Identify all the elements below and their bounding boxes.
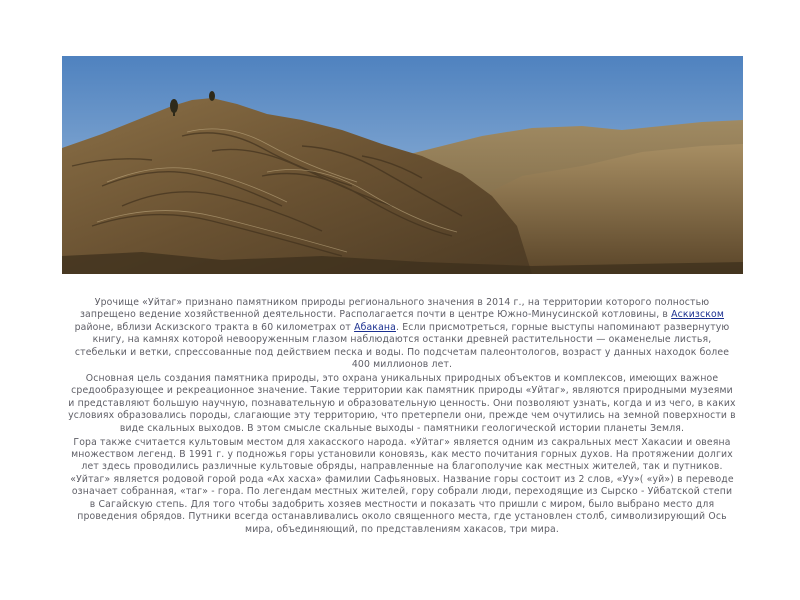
article-text — [68, 297, 736, 538]
mountain-photo — [62, 56, 743, 274]
paragraph-location — [68, 297, 736, 371]
paragraph-legends: Гора также считается культовым местом для хакасского народа. «Уйтаг» является одним из сакральных мест Хакасии и овеяна множеством легенд. В 1991 г. у подножья горы установили коновязь, как место почитания горных духов. На протяжении долгих лет здесь проводились различные культовые обряды, направленные на благополучие как местных жителей, так и путников. «Уйтаг» является родовой горой рода «Ах хасха» фамилии Сафьяновых. Название горы состоит из 2 слов, «Уу»( «уй») в переводе означает собранная, «таг» - гора. По легендам местных жителей, гору собрали люди, переходящие из Сырско - Уйбатской степи в Сагайскую степь. Для того чтобы задобрить хозяев местности и показать что пришли с миром, было выбрано место для проведения обрядов. Путники всегда останавливались около священного места, где установлен столб, символизирующий Ось мира, объединяющий, по представлениям хакасов, три мира. — [70, 436, 734, 535]
paragraph-location-text-2: районе, вблизи Аскизского тракта в 60 километрах от — [74, 321, 355, 333]
abakan-link[interactable]: Абакана — [354, 321, 396, 333]
paragraph-purpose: Основная цель создания памятника природы, это охрана уникальных природных объектов и комплексов, имеющих важное средообразующее и рекреационное значение. Такие территории как памятник природы «Уйтаг», являются природными музеями и представляют большую научную, познавательную и образовательную ценность. Они позволяют узнать, когда и из чего, в каких условиях образовались породы, слагающие эту территорию, что претерпели они, прежде чем очутились на земной поверхности в виде скальных выходов. В этом смысле скальные выходы - памятники геологической истории планеты Земля. — [68, 373, 736, 434]
paragraph-location-text-1: Урочище «Уйтаг» признано памятником природы регионального значения в 2014 г., на территории которого полностью запрещено ведение хозяйственной деятельности. Располагается почти в центре Южно-Минусинской котловины, в — [79, 297, 710, 321]
askiz-district-link[interactable]: Аскизском — [671, 309, 725, 321]
paragraph-location-text-3: . Если присмотреться, горные выступы напоминают развернутую книгу, на камнях которой невооруженным глазом наблюдаются останки древней растительности — окаменелые листья, стебельки и ветки, спрессованные под действием песка и воды. По подсчетам палеонтологов, возраст у данных находок более 400 миллионов лет. — [74, 321, 730, 371]
